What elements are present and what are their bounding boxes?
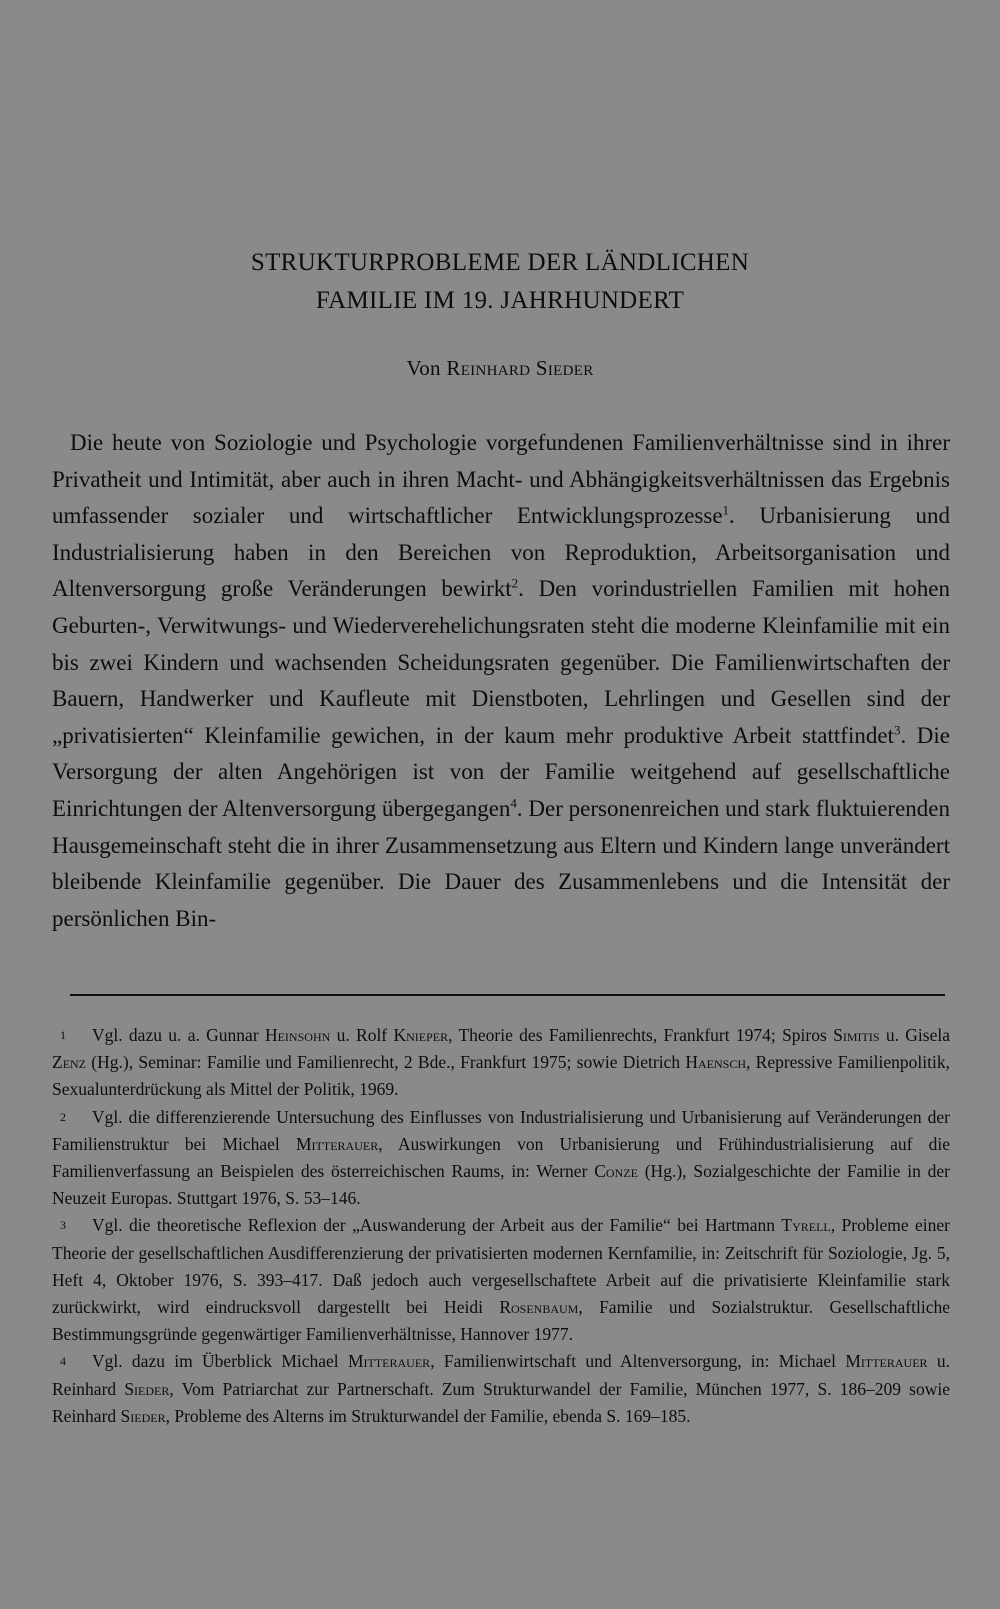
author-name-smallcaps: Zenz (52, 1052, 87, 1073)
footnote-ref-3: 3 (893, 722, 901, 738)
body-sentence: . Den vorindustriellen Familien mit hohen Geburten-, Verwitwungs- und Wiederverehelichungsraten steht die moderne Kleinfamilie mit ein bis zwei Kindern und wachsenden Scheidungsraten gegenüber. Die Familienwirtschaften der Bauern, Handwerker und Kaufleute mit Dienstboten, Lehrlingen und Gesellen sind der „privatisierten“ Kleinfamilie gewichen, in der kaum mehr produktive Arbeit stattfindet (52, 576, 950, 748)
author-name-smallcaps: Mitterauer (296, 1133, 379, 1154)
author-byline (0, 356, 1000, 381)
footnote-text: , Auswirkungen von Urbanisierung und Frühindustrialisierung auf die Familienverfassung an Beispielen des österreichischen Raums, in: Werner (52, 1133, 950, 1182)
footnote-ref-1: 1 (722, 502, 730, 518)
author-name: Reinhard Sieder (446, 356, 594, 380)
footnote-text: Vgl. dazu u. a. Gunnar (92, 1025, 265, 1045)
footnote-text: , Theorie des Familienrechts, Frankfurt 1974; Spiros (448, 1025, 834, 1045)
footnote-text: Vgl. die theoretische Reflexion der „Auswanderung der Arbeit aus der Familie“ bei Hartmann (92, 1215, 782, 1236)
author-name-smallcaps: Rosenbaum (499, 1297, 579, 1318)
author-name-smallcaps: Sieder (120, 1405, 166, 1426)
footnote-text: , Vom Patriarchat zur Partnerschaft. Zum Strukturwandel der Familie, München 1977, S. 186–209 sowie Reinhard (52, 1378, 950, 1426)
footnote-4 (52, 1348, 950, 1430)
footnote-text: u. Rolf (330, 1025, 394, 1045)
author-name-smallcaps: Mitterauer (845, 1351, 928, 1372)
footnote-3 (52, 1212, 950, 1348)
author-name-smallcaps: Mitterauer (347, 1351, 431, 1372)
body-sentence: . Der personenreichen und stark fluktuierenden Hausgemeinschaft steht die in ihrer Zusammensetzung aus Eltern und Kindern lange unverändert bleibende Kleinfamilie gegenüber. Die Dauer des Zusammenlebens und die Intensität der persönlichen Bin- (52, 795, 950, 931)
author-name-smallcaps: Knieper (393, 1025, 449, 1045)
footnote-text: , Probleme des Alterns im Strukturwandel der Familie, ebenda S. 169–185. (165, 1405, 691, 1426)
title-line-2: FAMILIE IM 19. JAHRHUNDERT (315, 287, 685, 314)
footnote-2 (52, 1104, 950, 1213)
footnote-ref-2: 2 (511, 575, 519, 591)
author-name-smallcaps: Heinsohn (264, 1025, 331, 1045)
footnote-text: , Familie und Sozialstruktur. Gesellschaftliche Bestimmungsgründe gegenwärtiger Familienverhältnisse, Hannover 1977. (52, 1297, 950, 1345)
body-sentence: Die heute von Soziologie und Psychologie vorgefundenen Familienverhältnisse sind in ihrer Privatheit und Intimität, aber auch in ihren Macht- und Abhängigkeitsverhältnissen das Ergebnis umfassender sozialer und wirtschaftlicher Entwicklungsprozesse (52, 430, 950, 529)
footnote-ref-4: 4 (510, 795, 517, 811)
footnotes (52, 1022, 950, 1430)
body-sentence: . Die Versorgung der alten Angehörigen ist von der Familie weitgehend auf gesellschaftliche Einrichtungen der Altenversorgung übergegangen (52, 722, 950, 821)
author-name-smallcaps: Haensch (685, 1052, 746, 1073)
author-name-smallcaps: Sieder (124, 1378, 170, 1399)
article-title (0, 244, 1000, 320)
author-name-smallcaps: Conze (594, 1161, 638, 1182)
footnote-text: , Repressive Familienpolitik, Sexualunterdrückung als Mittel der Politik, 1969. (52, 1052, 950, 1100)
footnote-text: u. Reinhard (52, 1351, 950, 1399)
footnote-text: Vgl. dazu im Überblick Michael (92, 1351, 348, 1372)
author-prefix: Von (406, 356, 441, 380)
footnote-mark: 1 (60, 1028, 66, 1042)
footnote-1 (52, 1022, 950, 1104)
footnote-text: , Probleme einer Theorie der gesellschaftlichen Ausdifferenzierung der privatisierten modernen Kernfamilie, in: Zeitschrift für Soziologie, Jg. 5, Heft 4, Oktober 1976, S. 393–417. Daß jedoch auch vergesellschaftete Arbeit auf die privatisierte Kleinfamilie stark zurückwirkt, wird eindrucksvoll dargestellt bei Heidi (52, 1215, 951, 1318)
footnote-text: , Familienwirtschaft und Altenversorgung, in: Michael (430, 1351, 846, 1372)
title-line-1: STRUKTURPROBLEME DER LÄNDLICHEN (250, 249, 750, 276)
footnote-divider (70, 994, 945, 996)
footnote-text: (Hg.), Seminar: Familie und Familienrecht, 2 Bde., Frankfurt 1975; sowie Dietrich (86, 1052, 686, 1073)
footnote-text: (Hg.), Sozialgeschichte der Familie in der Neuzeit Europas. Stuttgart 1976, S. 53–146. (52, 1161, 950, 1209)
body-paragraph (52, 425, 950, 937)
footnote-text: u. Gisela (879, 1025, 950, 1045)
footnote-mark: 3 (60, 1218, 66, 1233)
footnote-text: Vgl. die differenzierende Untersuchung des Einflusses von Industrialisierung und Urbanisierung auf Veränderungen der Familienstruktur bei Michael (52, 1106, 950, 1154)
body-sentence: . Urbanisierung und Industrialisierung haben in den Bereichen von Reproduktion, Arbeitsorganisation und Altenversorgung große Veränderungen bewirkt (52, 503, 950, 602)
author-name-smallcaps: Tyrell (781, 1215, 831, 1236)
footnote-mark: 2 (60, 1109, 66, 1124)
footnote-mark: 4 (60, 1354, 66, 1369)
author-name-smallcaps: Simitis (833, 1025, 880, 1045)
